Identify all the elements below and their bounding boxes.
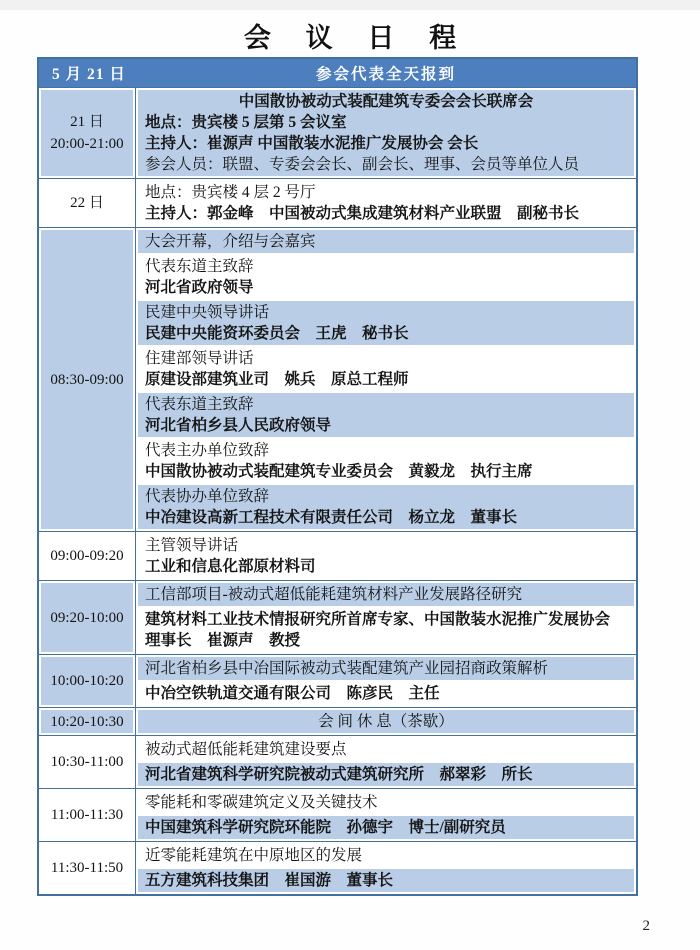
table-row [39, 707, 636, 735]
agenda-block [138, 255, 634, 299]
agenda-block [138, 869, 634, 892]
content-cell [136, 708, 636, 735]
time-cell-shading [41, 657, 133, 705]
time-cell [39, 789, 136, 841]
agenda-line: 河北省政府领导 [145, 279, 254, 296]
time-cell-shading [41, 534, 133, 578]
agenda-block [138, 816, 634, 839]
agenda-line: 代表东道主致辞 [145, 396, 254, 413]
time-text: 09:00-09:20 [50, 548, 124, 564]
agenda-block [138, 608, 634, 652]
agenda-line: 民建中央能资环委员会 王虎 秘书长 [145, 325, 409, 342]
agenda-block [138, 393, 634, 437]
time-cell-shading [41, 791, 133, 839]
time-cell-shading [41, 90, 133, 176]
content-cell [136, 88, 636, 178]
agenda-line: 大会开幕，介绍与会嘉宾 [145, 233, 316, 250]
time-cell [39, 581, 136, 654]
time-cell-shading [41, 230, 133, 529]
time-cell-shading [41, 738, 133, 786]
agenda-line: 原建设部建筑业司 姚兵 原总工程师 [145, 371, 409, 388]
agenda-block [138, 301, 634, 345]
agenda-line: 代表协办单位致辞 [145, 488, 270, 505]
page-number: 2 [642, 918, 650, 934]
time-cell-shading [41, 583, 133, 652]
agenda-table [37, 57, 638, 896]
agenda-block [138, 844, 634, 867]
time-cell-shading [41, 181, 133, 225]
time-text: 10:00-10:20 [50, 673, 124, 689]
agenda-line: 中冶空铁轨道交通有限公司 陈彦民 主任 [145, 685, 440, 702]
time-cell [39, 736, 136, 788]
time-text: 21 日 [70, 114, 104, 130]
agenda-line: 会 间 休 息（茶歇） [318, 713, 454, 730]
table-row [39, 178, 636, 227]
agenda-block [138, 583, 634, 606]
time-text: 22 日 [70, 195, 104, 211]
agenda-line: 河北省柏乡县中冶国际被动式装配建筑产业园招商政策解析 [145, 660, 549, 677]
time-text: 09:20-10:00 [50, 609, 124, 626]
content-cell [136, 228, 636, 531]
content-cell [136, 532, 636, 580]
time-text: 11:00-11:30 [50, 807, 124, 823]
time-cell [39, 708, 136, 735]
content-cell [136, 655, 636, 707]
agenda-line: 主持人：崔源声 中国散装水泥推广发展协会 会长 [145, 135, 479, 152]
time-cell [39, 88, 136, 178]
agenda-line: 河北省柏乡县人民政府领导 [145, 417, 332, 434]
agenda-block [138, 90, 634, 176]
agenda-line: 理事长 崔源声 教授 [145, 632, 301, 649]
agenda-line: 五方建筑科技集团 崔国游 董事长 [145, 872, 394, 889]
agenda-line: 近零能耗建筑在中原地区的发展 [145, 847, 363, 864]
agenda-line: 工业和信息化部原材料司 [145, 558, 316, 575]
agenda-block [138, 682, 634, 705]
page-title: 会 议 日 程 [243, 23, 471, 53]
agenda-line: 代表东道主致辞 [145, 258, 254, 275]
agenda-line: 建筑材料工业技术情报研究所首席专家、中国散装水泥推广发展协会 [145, 611, 611, 628]
content-cell [136, 581, 636, 654]
agenda-block [138, 763, 634, 786]
scan-edge-strip [0, 0, 700, 10]
table-row [39, 841, 636, 894]
agenda-line: 参会人员：联盟、专委会会长、副会长、理事、会员等单位人员 [145, 156, 580, 173]
table-row [39, 580, 636, 654]
agenda-line: 中冶建设高新工程技术有限责任公司 杨立龙 董事长 [145, 509, 518, 526]
content-cell [136, 179, 636, 227]
agenda-line: 主管领导讲话 [145, 537, 239, 554]
time-text: 08:30-09:00 [50, 371, 124, 388]
agenda-line: 地点：贵宾楼 5 层第 5 会议室 [145, 114, 347, 131]
agenda-line: 零能耗和零碳建筑定义及关键技术 [145, 794, 378, 811]
agenda-line: 主持人：郭金峰 中国被动式集成建筑材料产业联盟 副秘书长 [145, 205, 580, 222]
agenda-block [138, 657, 634, 680]
table-row [39, 654, 636, 707]
table-row [39, 87, 636, 178]
agenda-block [138, 710, 634, 733]
time-cell [39, 179, 136, 227]
time-text: 20:00-21:00 [50, 136, 124, 152]
header-date: 5 月 21 日 [52, 66, 126, 83]
agenda-block [138, 534, 634, 578]
table-header-row [39, 59, 636, 87]
time-cell [39, 532, 136, 580]
agenda-block [138, 738, 634, 761]
agenda-line: 河北省建筑科学研究院被动式建筑研究所 郝翠彩 所长 [145, 766, 533, 783]
agenda-rows [39, 87, 636, 894]
time-text: 10:20-10:30 [50, 713, 124, 730]
table-row [39, 531, 636, 580]
time-text: 10:30-11:00 [50, 754, 124, 770]
time-cell-shading [41, 844, 133, 892]
agenda-block [138, 485, 634, 529]
time-text: 11:30-11:50 [50, 860, 124, 876]
content-cell [136, 736, 636, 788]
agenda-line: 中国建筑科学研究院环能院 孙德宇 博士/副研究员 [145, 819, 506, 836]
agenda-block [138, 181, 634, 225]
agenda-line: 中国散协被动式装配建筑专业委员会 黄毅龙 执行主席 [145, 463, 533, 480]
agenda-line: 工信部项目-被动式超低能耗建筑材料产业发展路径研究 [145, 586, 523, 603]
content-cell [136, 842, 636, 894]
agenda-line: 民建中央领导讲话 [145, 304, 270, 321]
time-cell [39, 842, 136, 894]
agenda-line: 被动式超低能耗建筑建设要点 [145, 741, 347, 758]
time-cell [39, 228, 136, 531]
time-cell-shading [41, 710, 133, 733]
header-label: 参会代表全天报到 [315, 66, 456, 83]
time-cell [39, 655, 136, 707]
agenda-line: 住建部领导讲话 [145, 350, 254, 367]
agenda-block [138, 230, 634, 253]
content-cell [136, 789, 636, 841]
agenda-block [138, 439, 634, 483]
agenda-block [138, 347, 634, 391]
agenda-block [138, 791, 634, 814]
agenda-line: 地点：贵宾楼 4 层 2 号厅 [145, 184, 316, 201]
table-row [39, 227, 636, 531]
table-row [39, 788, 636, 841]
agenda-line: 代表主办单位致辞 [145, 442, 270, 459]
table-row [39, 735, 636, 788]
agenda-line: 中国散协被动式装配建筑专委会会长联席会 [238, 93, 534, 110]
